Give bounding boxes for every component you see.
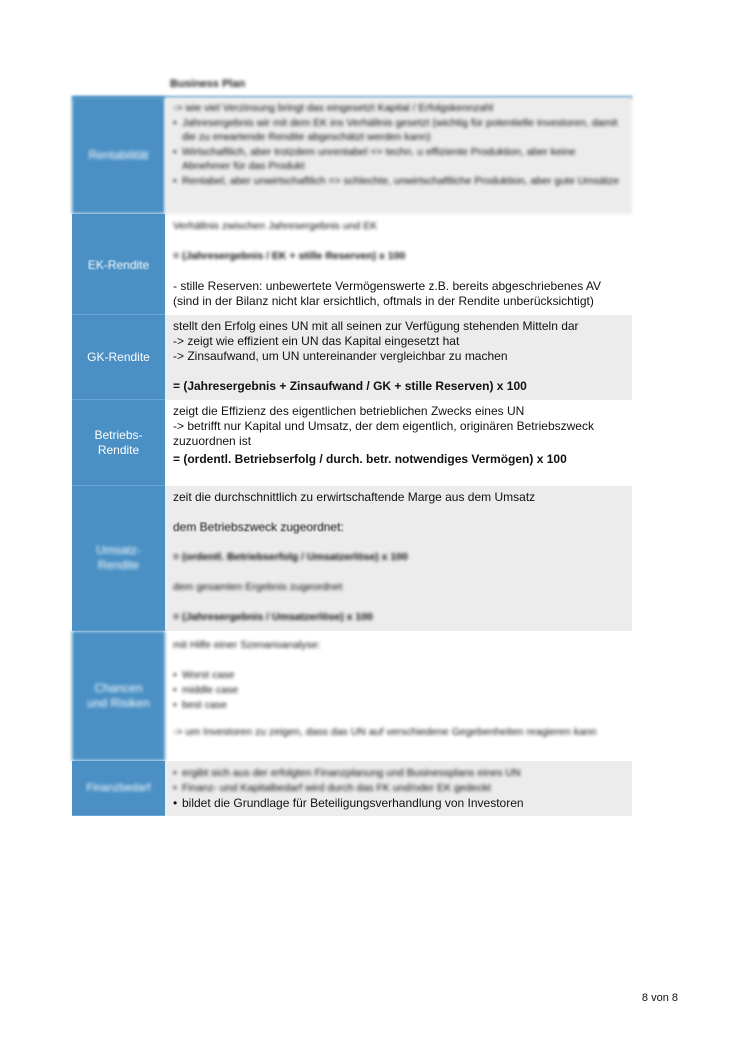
row-finanzbedarf <box>72 761 632 816</box>
formula: = (Jahresergebnis + Zinsaufwand / GK + stille Reserven) x 100 <box>173 379 527 393</box>
text-line: stellt den Erfolg eines UN mit all seinen zur Verfügung stehenden Mitteln dar <box>173 319 579 333</box>
row-label-rentabilitaet: Rentabilität <box>72 97 165 214</box>
text-line: Verhältnis zwischen Jahresergebnis und EK <box>173 220 378 232</box>
row-gk-rendite <box>72 315 632 400</box>
row-content-rentabilitaet <box>165 97 632 214</box>
row-content-gk-rendite <box>165 315 632 400</box>
list-item: • middle case <box>173 683 624 698</box>
text-line: -> betrifft nur Kapital und Umsatz, der dem eigentlich, originären Betriebszweck zuzuordnen ist <box>173 419 594 448</box>
row-label-umsatz-rendite <box>72 486 165 631</box>
document-title: Business Plan <box>170 78 246 90</box>
label-text: Finanzbedarf <box>86 781 151 794</box>
bullet-list <box>173 668 624 713</box>
formula: = (ordentl. Betriebserfolg / durch. betr. notwendiges Vermögen) x 100 <box>173 452 567 466</box>
formula: = (ordentl. Betriebserfolg / Umsatzerlöse) x 100 <box>173 551 408 563</box>
list-item: • Worst case <box>173 668 624 683</box>
bullet-list <box>173 116 624 189</box>
formula: = (Jahresergebnis / Umsatzerlöse) x 100 <box>173 611 373 623</box>
text-line: dem Betriebszweck zugeordnet: <box>173 520 344 534</box>
row-betriebs-rendite <box>72 400 632 486</box>
text-line: -> zeigt wie effizient ein UN das Kapital eingesetzt hat <box>173 334 460 348</box>
text-line: zeigt die Effizienz des eigentlichen betrieblichen Zwecks eines UN <box>173 404 525 418</box>
row-label-betriebs-rendite: Betriebs-Rendite <box>72 400 165 486</box>
list-item: • Finanz- und Kapitalbedarf wird durch das FK und/oder EK gedeckt <box>173 781 624 796</box>
bullet-list <box>173 766 624 811</box>
list-item: • Rentabel, aber unwirtschaftlich => schlechte, unwirtschaftliche Produktion, aber gute Umsätze <box>173 174 624 189</box>
row-content-betriebs-rendite <box>165 400 632 486</box>
text-line: -> wie viel Verzinsung bringt das eingesetzt Kapital / Erfolgskennzahl <box>173 102 494 114</box>
list-item: • Jahresergebnis wir mit dem EK ins Verhältnis gesetzt (wichtig für potentielle Investoren, damit die zu erwartende Rendite abgeschätzt werden kann) <box>173 116 624 145</box>
row-umsatz-rendite <box>72 486 632 631</box>
text-line: zeit die durchschnittlich zu erwirtschaftende Marge aus dem Umsatz <box>173 490 536 504</box>
row-ek-rendite <box>72 214 632 315</box>
row-rentabilitaet <box>72 97 632 214</box>
text-line: -> Zinsaufwand, um UN untereinander vergleichbar zu machen <box>173 349 508 363</box>
label-text: EK-Rendite <box>87 258 150 272</box>
row-label-finanzbedarf <box>72 761 165 816</box>
text-line: (sind in der Bilanz nicht klar ersichtlich, oftmals in der Rendite unberücksichtigt) <box>173 294 594 308</box>
row-chancen-risiken <box>72 631 632 761</box>
row-content-finanzbedarf <box>165 761 632 816</box>
list-item: • best case <box>173 698 624 713</box>
list-item: • bildet die Grundlage für Beteiligungsverhandlung von Investoren <box>173 796 624 811</box>
row-label-chancen-risiken: Chancen und Risiken <box>72 631 165 761</box>
row-label-ek-rendite <box>72 214 165 315</box>
label-text: Umsatz-Rendite <box>96 543 141 572</box>
text-line: -> um Investoren zu zeigen, dass das UN auf verschiedene Gegebenheiten reagieren kann <box>173 726 597 738</box>
row-content-umsatz-rendite <box>165 486 632 631</box>
row-label-gk-rendite: GK-Rendite <box>72 315 165 400</box>
text-line: dem gesamten Ergebnis zugeordnet <box>173 581 343 593</box>
text-line: mit Hilfe einer Szenarioanalyse: <box>173 639 321 651</box>
list-item: • Wirtschaftlich, aber trotzdem unrentabel => techn. u effiziente Produktion, aber keine Abnehmer für das Produkt <box>173 145 624 174</box>
list-item: • ergibt sich aus der erfolgten Finanzplanung und Businessplans eines UN <box>173 766 624 781</box>
row-content-chancen-risiken <box>165 631 632 761</box>
page-number: 8 von 8 <box>641 992 678 1004</box>
formula: = (Jahresergebnis / EK + stille Reserven) x 100 <box>173 250 406 262</box>
row-content-ek-rendite <box>165 214 632 315</box>
text-line: - stille Reserven: unbewertete Vermögenswerte z.B. bereits abgeschriebenes AV <box>173 279 602 293</box>
business-plan-table <box>72 97 632 816</box>
